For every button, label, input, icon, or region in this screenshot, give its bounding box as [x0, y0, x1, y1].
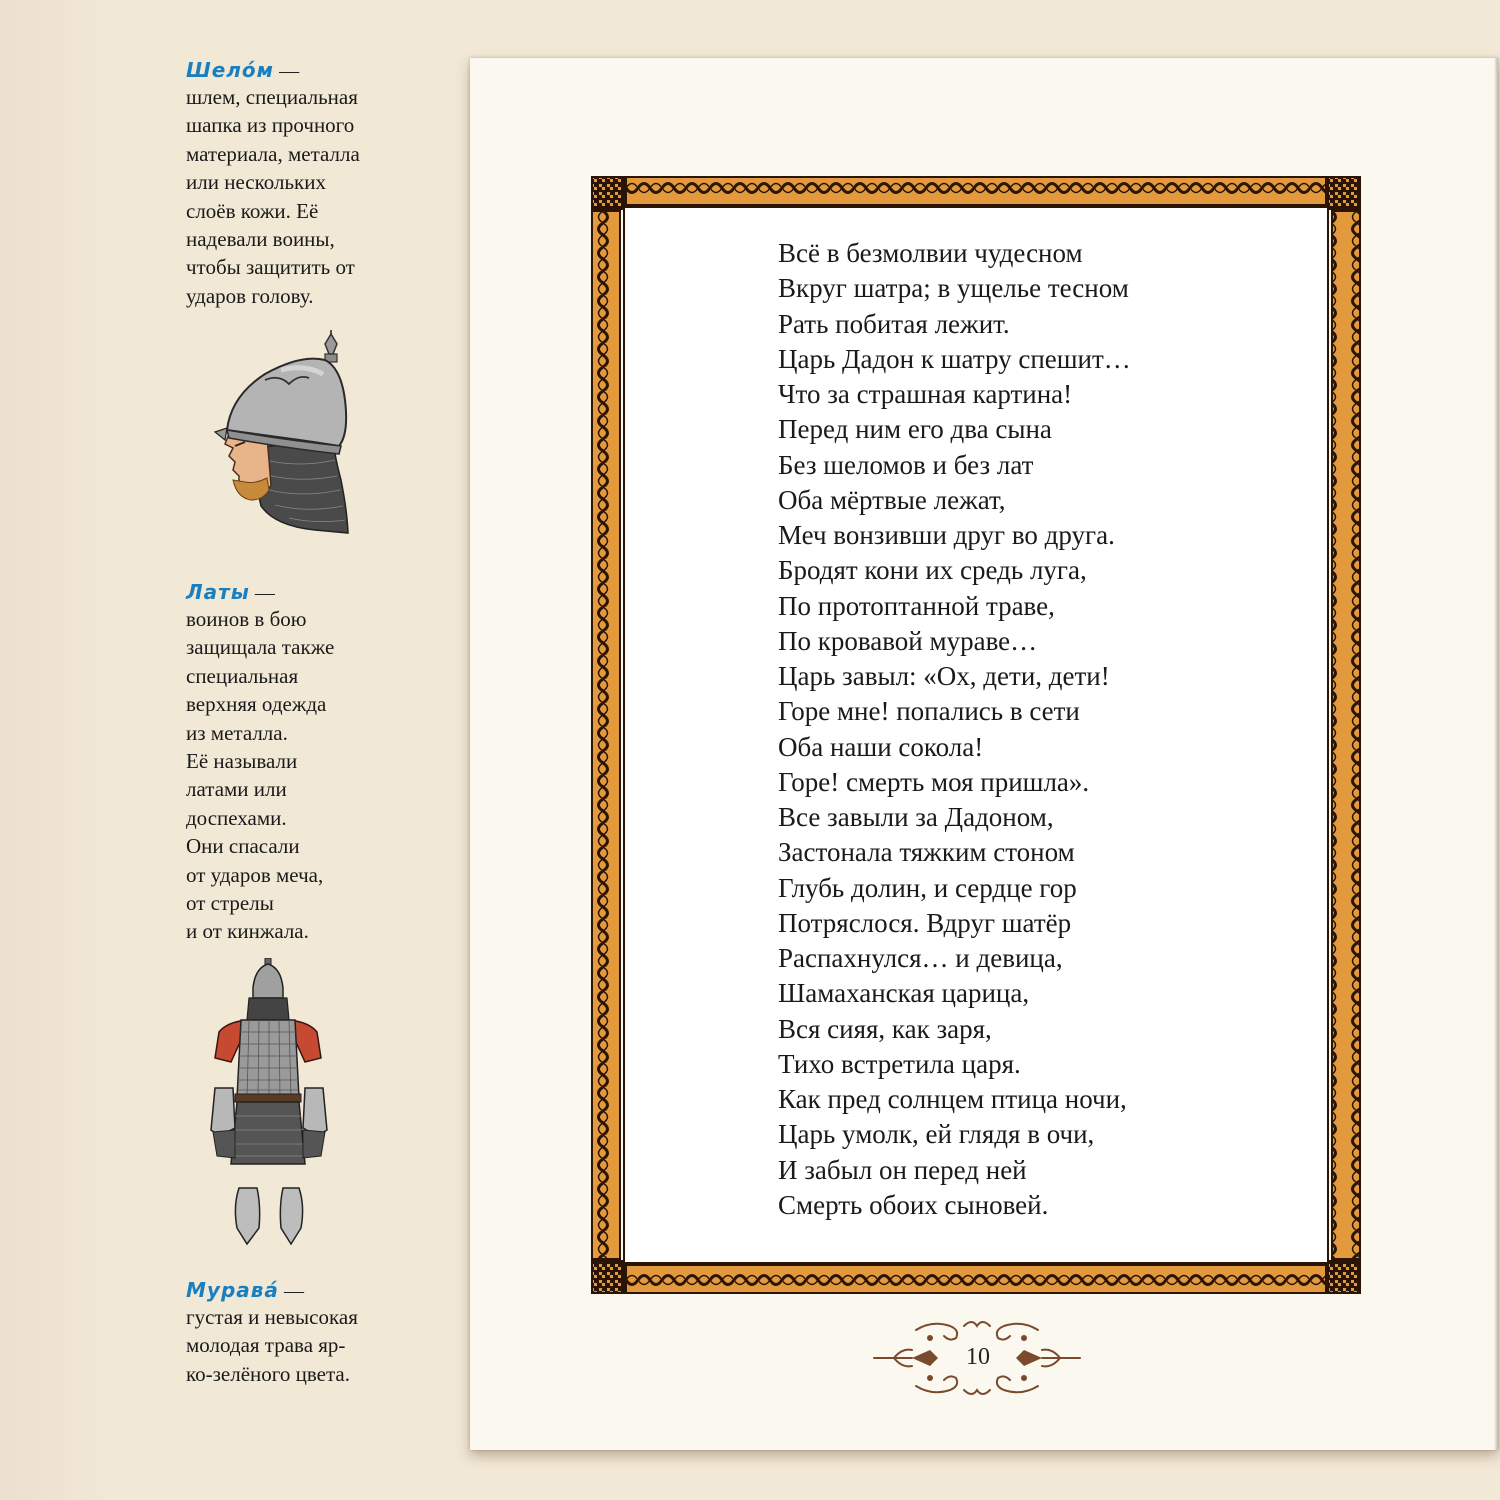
poem-line: Рать побитая лежит.	[778, 308, 1010, 339]
page-number: 10	[966, 1344, 990, 1370]
glossary-entry-murava	[186, 1278, 358, 1388]
glossary-term: Латы	[186, 580, 250, 604]
poem-line: Оба наши сокола!	[778, 731, 984, 762]
poem-line: Горе мне! попались в сети	[778, 696, 1080, 727]
poem-line: Застонала тяжким стоном	[778, 837, 1075, 868]
poem-line: Потряслося. Вдруг шатёр	[778, 907, 1072, 938]
poem-text	[778, 236, 1131, 1223]
glossary-definition: воинов в бою защищала также специальная верхняя одежда из металла. Её называли латами или доспехами. Они спасали от ударов меча, от стрелы и от кинжала.	[186, 607, 335, 944]
poem-line: По протоптанной траве,	[778, 590, 1055, 621]
poem-line: Без шеломов и без лат	[778, 449, 1034, 480]
poem-line: По кровавой мураве…	[778, 625, 1038, 656]
glossary-dash: —	[254, 582, 275, 604]
poem-line: Царь умолк, ей глядя в очи,	[778, 1119, 1095, 1150]
helmet-illustration	[205, 330, 360, 545]
poem-line: Оба мёртвые лежат,	[778, 484, 1006, 515]
poem-line: Смерть обоих сыновей.	[778, 1189, 1049, 1220]
poem-line: Шамаханская царица,	[778, 978, 1030, 1009]
poem-line: Меч вонзивши друг во друга.	[778, 520, 1115, 550]
poem-line: Как пред солнцем птица ночи,	[778, 1084, 1127, 1114]
armor-illustration	[205, 958, 335, 1248]
glossary-entry-shelom	[186, 58, 360, 310]
poem-line: Распахнулся… и девица,	[778, 943, 1063, 973]
glossary-dash: —	[279, 60, 300, 82]
poem-line: Вкруг шатра; в ущелье тесном	[778, 273, 1129, 304]
poem-line: Все завыли за Дадоном,	[778, 802, 1054, 832]
poem-line: Глубь долин, и сердце гор	[778, 872, 1077, 903]
glossary-term: Шело́м	[186, 58, 275, 82]
gutter-shadow	[0, 0, 110, 1500]
poem-line: Горе! смерть моя пришла».	[778, 766, 1090, 797]
poem-line: Тихо встретила царя.	[778, 1048, 1021, 1079]
glossary-term: Мурава́	[186, 1278, 279, 1302]
poem-line: Царь Дадон к шатру спешит…	[778, 343, 1131, 374]
poem-line: Бродят кони их средь луга,	[778, 555, 1087, 586]
glossary-definition: густая и невысокая молодая трава яр- ко-зелёного цвета.	[186, 1305, 358, 1386]
poem-line: Что за страшная картина!	[778, 379, 1073, 409]
poem-line: Перед ним его два сына	[778, 414, 1052, 445]
glossary-dash: —	[284, 1280, 304, 1302]
poem-line: Вся сияя, как заря,	[778, 1013, 992, 1044]
poem-line: Царь завыл: «Ох, дети, дети!	[778, 661, 1110, 691]
poem-line: И забыл он перед ней	[778, 1154, 1027, 1185]
glossary-definition: шлем, специальная шапка из прочного материала, металла или нескольких слоёв кожи. Её надевали воины, чтобы защитить от ударов голову.	[186, 85, 360, 308]
glossary-entry-laty	[186, 580, 334, 946]
poem-line: Всё в безмолвии чудесном	[778, 238, 1083, 268]
